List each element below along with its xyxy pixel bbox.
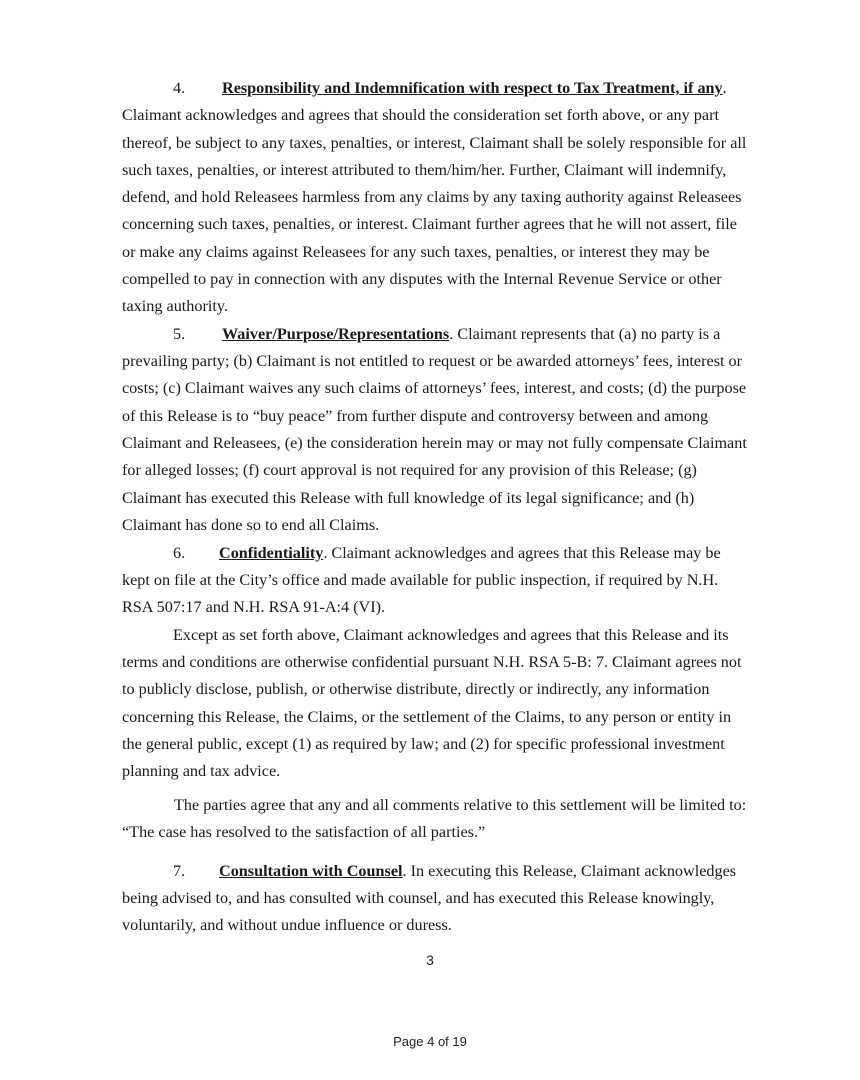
text-line: RSA 507:17 and N.H. RSA 91-A:4 (VI). bbox=[122, 598, 386, 616]
text-line: costs; (c) Claimant waives any such claims of attorneys’ fees, interest, and costs; (d) the purpose bbox=[122, 379, 747, 397]
text-line: concerning this Release, the Claims, or the settlement of the Claims, to any person or entity in bbox=[122, 708, 732, 726]
document-page: 4. Responsibility and Indemnification with respect to Tax Treatment, if any. Claimant acknowledges and agrees that should the consideration set forth above, or any part thereof, be subject to any taxes, penalties, or interest, Claimant shall be solely responsible for all such taxes, penalties, or interest attributed to them/him/her. Further, Claimant will indemnify, defend, and hold Releasees harmless from any claims by any taxing authority against Releasees concerning such taxes, penalties, or interest. Claimant further agrees that he will not assert, file or make any claims against Releasees for any such taxes, penalties, or interest they may be compelled to pay in connection with any disputes with the Internal Revenue Service or other taxing authority. 5. Waiver/Purpose/Representations. Claimant represents that (a) no party is a prevailing party; (b) Claimant is not entitled to request or be awarded attorneys’ fees, interest or costs; (c) Claimant waives any such claims of attorneys’ fees, interest, and costs; (d) the purpose of this Release is to “buy peace” from further dispute and controversy between and among Claimant and Releasees, (e) the consideration herein may or may not fully compensate Claimant for alleged losses; (f) court approval is not required for any provision of this Release; (g) Claimant has executed this Release with full knowledge of its legal significance; and (h) Claimant has done so to end all Claims. 6. Confidentiality. Claimant acknowledges and agrees that this Release may be kept on file at the City’s office and made available for public inspection, if required by N.H. RSA 507:17 and N.H. RSA 91-A:4 (VI). Except as set forth above, Claimant acknowledges and agrees that this Release and its terms and conditions are otherwise confidential pursuant N.H. RSA 5-B: 7. Claimant agrees not to publicly disclose, publish, or otherwise distribute, directly or indirectly, any information concerning this Release, the Claims, or the settlement of the Claims, to any person or entity in the general public, except (1) as required by law; and (2) for specific professional investment planning and tax advice. The parties agree that any and all comments relative to this settlement will be limited to: “The case has resolved to the satisfaction of all parties.” 7. Consultation with Counsel. In executing this Release, Claimant acknowledges being advised to, and has consulted with counsel, and has executed this Release knowingly, voluntarily, and without undue influence or duress. 3 Page 4 of 19 bbox=[0, 0, 860, 1080]
section-heading: Responsibility and Indemnification with respect to Tax Treatment, if any bbox=[222, 79, 723, 97]
section-number: 7. bbox=[173, 862, 186, 880]
section-heading: Confidentiality bbox=[219, 544, 324, 562]
text-line: Claimant and Releasees, (e) the consideration herein may or may not fully compensate Claimant bbox=[122, 434, 747, 452]
text-line: terms and conditions are otherwise confidential pursuant N.H. RSA 5-B: 7. Claimant agrees not bbox=[122, 653, 742, 671]
section-number: 4. bbox=[173, 79, 186, 97]
text-line: Claimant has done so to end all Claims. bbox=[122, 516, 380, 534]
text-line: defend, and hold Releasees harmless from any claims by any taxing authority against Releasees bbox=[122, 188, 742, 206]
page-footer: Page 4 of 19 bbox=[393, 1034, 467, 1049]
text-line: thereof, be subject to any taxes, penalties, or interest, Claimant shall be solely responsible for all bbox=[122, 134, 747, 152]
text-line: planning and tax advice. bbox=[122, 762, 281, 780]
text-line: Claimant has executed this Release with full knowledge of its legal significance; and (h) bbox=[122, 489, 695, 507]
text-line: prevailing party; (b) Claimant is not entitled to request or be awarded attorneys’ fees, interest or bbox=[122, 352, 743, 370]
text-line: to publicly disclose, publish, or otherwise distribute, directly or indirectly, any information bbox=[122, 680, 710, 698]
paragraph-first-line: The parties agree that any and all comments relative to this settlement will be limited to: bbox=[174, 796, 747, 814]
text-line: Claimant acknowledges and agrees that should the consideration set forth above, or any part bbox=[122, 106, 719, 124]
text-line: for alleged losses; (f) court approval is not required for any provision of this Release; (g) bbox=[122, 461, 697, 479]
section-number: 6. bbox=[173, 544, 186, 562]
section-number: 5. bbox=[173, 325, 186, 343]
section-heading: Waiver/Purpose/Representations bbox=[222, 325, 450, 343]
section-heading: Consultation with Counsel bbox=[219, 862, 403, 880]
text-line: kept on file at the City’s office and made available for public inspection, if required by N.H. bbox=[122, 571, 719, 589]
page-number: 3 bbox=[426, 952, 434, 968]
text-line: such taxes, penalties, or interest attributed to them/him/her. Further, Claimant will indemnify, bbox=[122, 161, 727, 179]
text-line: of this Release is to “buy peace” from further dispute and controversy between and among bbox=[122, 407, 709, 425]
text-line: the general public, except (1) as required by law; and (2) for specific professional investment bbox=[122, 735, 725, 753]
text-line: or make any claims against Releasees for any such taxes, penalties, or interest they may be bbox=[122, 243, 710, 261]
text-line: voluntarily, and without undue influence or duress. bbox=[122, 916, 452, 934]
text-line: concerning such taxes, penalties, or interest. Claimant further agrees that he will not assert, file bbox=[122, 215, 737, 233]
text-line: taxing authority. bbox=[122, 297, 228, 315]
quote-line: “The case has resolved to the satisfaction of all parties.” bbox=[122, 823, 486, 841]
text-line: being advised to, and has consulted with counsel, and has executed this Release knowingly, bbox=[122, 889, 715, 907]
text-line: compelled to pay in connection with any disputes with the Internal Revenue Service or other bbox=[122, 270, 722, 288]
paragraph-first-line: Except as set forth above, Claimant acknowledges and agrees that this Release and its bbox=[173, 626, 729, 644]
